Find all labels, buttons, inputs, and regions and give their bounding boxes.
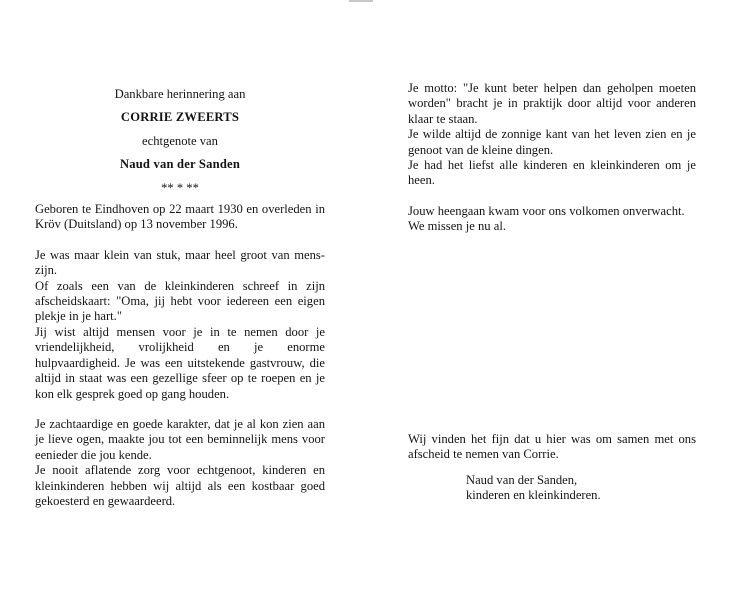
relation-line: echtgenote van bbox=[142, 133, 218, 148]
spouse-name: Naud van der Sanden bbox=[119, 157, 241, 172]
paragraph-line: Je wilde altijd de zonnige kant van het leven zien en je genoot van de kleine dingen. bbox=[408, 127, 696, 157]
paragraph-line: Jij wist altijd mensen voor je in te nemen door je vriendelijkheid, vrolijkheid en je enorme hulpvaardigheid. Je was een uitstekende gastvrouw, die altijd in staat was een gezellige sfeer op te roepen en je kon elk gesprek goed op gang houden. bbox=[35, 324, 325, 401]
intro-line: Dankbare herinnering aan bbox=[114, 87, 246, 101]
paragraph-line: Of zoals een van de kleinkinderen schreef in zijn afscheidskaart: "Oma, jij hebt voor iedereen een eigen plekje in je hart." bbox=[35, 278, 325, 324]
character-paragraph bbox=[35, 248, 325, 402]
right-column bbox=[408, 81, 696, 250]
paragraph-line: Jouw heengaan kwam voor ons volkomen onverwacht. bbox=[408, 203, 685, 218]
paragraph-line: We missen je nu al. bbox=[408, 219, 506, 234]
star-separator: ** * ** bbox=[161, 180, 199, 195]
birth-death-paragraph bbox=[35, 202, 325, 233]
page-edge-mark bbox=[349, 0, 373, 2]
paragraph-line: Je was maar klein van stuk, maar heel groot van mens-zijn. bbox=[35, 247, 325, 278]
signature-line: kinderen en kleinkinderen. bbox=[466, 488, 601, 503]
paragraph-line: Je motto: "Je kunt beter helpen dan geholpen moeten worden" bracht je in praktijk door altijd voor anderen klaar te staan. bbox=[408, 81, 696, 126]
motto-paragraph bbox=[408, 81, 696, 189]
deceased-name: CORRIE ZWEERTS bbox=[120, 110, 240, 125]
signature-line: Naud van der Sanden, bbox=[466, 473, 578, 487]
closing-paragraph: Wij vinden het fijn dat u hier was om samen met ons afscheid te nemen van Corrie. bbox=[408, 432, 696, 462]
farewell-paragraph bbox=[408, 204, 696, 235]
paragraph-line: Je nooit aflatende zorg voor echtgenoot, kinderen en kleinkinderen hebben wij altijd als een kostbaar goed gekoesterd en gewaardeerd. bbox=[35, 463, 325, 508]
paragraph-line: Je zachtaardige en goede karakter, dat je al kon zien aan je lieve ogen, maakte jou tot een beminnelijk mens voor eenieder die jou kende. bbox=[35, 416, 325, 462]
heading-block bbox=[35, 87, 325, 196]
birth-death-text: Geboren te Eindhoven op 22 maart 1930 en overleden in Kröv (Duitsland) op 13 november 1996. bbox=[35, 202, 325, 232]
signature-block bbox=[466, 473, 601, 504]
nature-paragraph bbox=[35, 417, 325, 509]
paragraph-line: Je had het liefst alle kinderen en kleinkinderen om je heen. bbox=[408, 158, 696, 188]
left-column bbox=[35, 87, 325, 524]
